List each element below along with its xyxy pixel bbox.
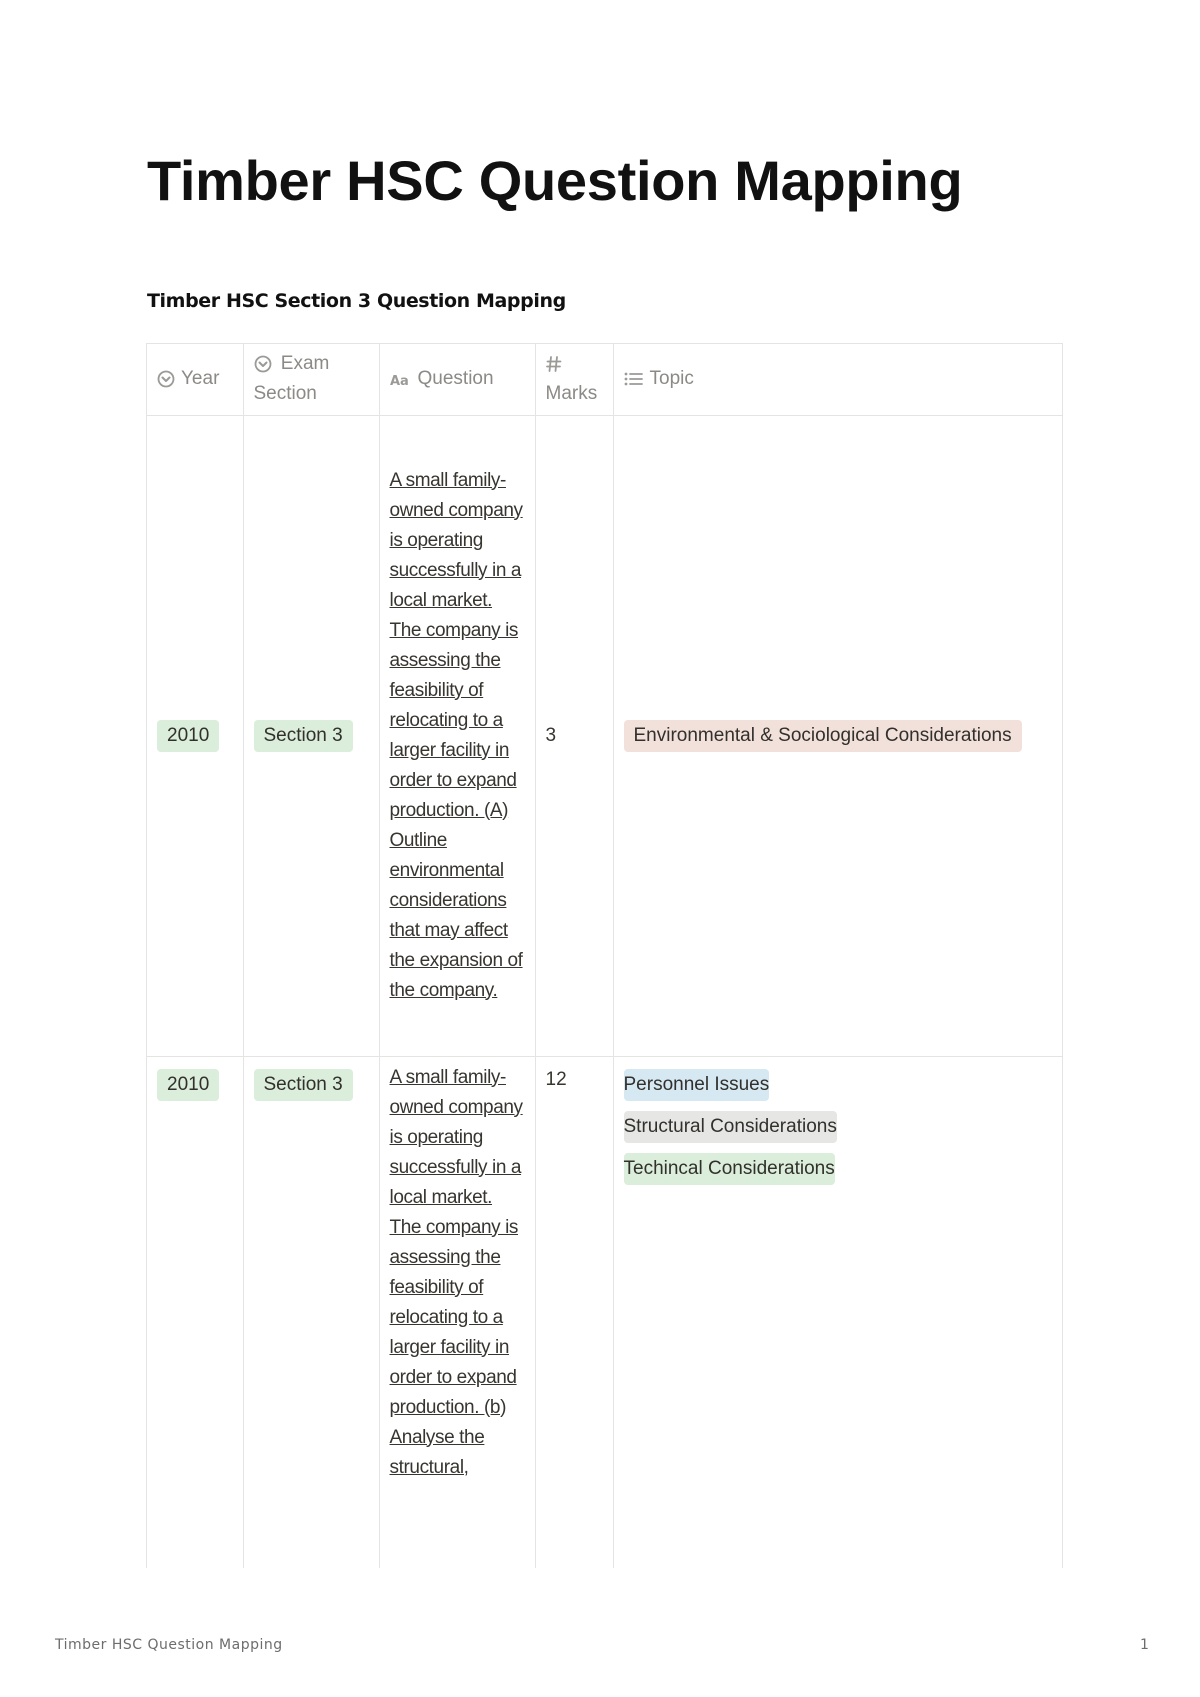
select-icon: [254, 355, 272, 373]
marks-value: 3: [545, 724, 557, 746]
column-label: Question: [417, 368, 494, 390]
svg-text:Aa: Aa: [389, 374, 409, 388]
column-label: Marks: [545, 383, 598, 405]
cell-year[interactable]: [147, 415, 243, 1056]
topic-tag: Personnel Issues: [624, 1069, 770, 1101]
question-mapping-table: [146, 343, 1063, 1568]
list-icon: [624, 371, 644, 387]
cell-question[interactable]: [379, 415, 535, 1056]
question-link[interactable]: A small family-owned company is operating successfully in a local market. The company is assessing the feasibility of relocating to a larger facility in order to expand production. (b) Analyse the structural,: [389, 1066, 523, 1478]
hash-icon: [546, 355, 562, 373]
topic-tag: Techincal Considerations: [624, 1153, 835, 1185]
year-tag: 2010: [157, 720, 219, 752]
cell-topic[interactable]: [613, 415, 1062, 1056]
column-header-exam-section[interactable]: [243, 344, 379, 415]
question-link[interactable]: A small family-owned company is operating successfully in a local market. The company is assessing the feasibility of relocating to a larger facility in order to expand production. (A) Outline environmental considerations that may affect the expansion of the company.: [389, 469, 523, 1001]
footer-document-title: Timber HSC Question Mapping: [55, 1637, 283, 1653]
cell-exam-section[interactable]: [243, 415, 379, 1056]
cell-marks[interactable]: [535, 415, 613, 1056]
year-tag: 2010: [157, 1069, 219, 1101]
column-label: Topic: [649, 368, 694, 390]
cell-year[interactable]: [147, 1056, 243, 1568]
column-header-year[interactable]: [147, 344, 243, 415]
select-icon: [157, 370, 175, 388]
cell-marks[interactable]: [535, 1056, 613, 1568]
topic-tag: Environmental & Sociological Considerations: [624, 720, 1022, 752]
exam-section-tag: Section 3: [254, 1069, 353, 1101]
table-header-row: [147, 344, 1062, 415]
cell-exam-section[interactable]: [243, 1056, 379, 1568]
text-property-icon: [390, 371, 412, 387]
topic-tag: Structural Considerations: [624, 1111, 837, 1143]
footer-page-number: 1: [1140, 1637, 1149, 1653]
cell-topic[interactable]: [613, 1056, 1062, 1568]
column-label: Year: [181, 368, 220, 390]
page-title: Timber HSC Question Mapping: [147, 149, 963, 212]
table-row[interactable]: [147, 415, 1062, 1056]
column-label: Exam Section: [253, 353, 330, 405]
column-header-topic[interactable]: [613, 344, 1062, 415]
marks-value: 12: [545, 1068, 567, 1090]
column-header-marks[interactable]: [535, 344, 613, 415]
column-header-question[interactable]: [379, 344, 535, 415]
database-title: Timber HSC Section 3 Question Mapping: [147, 290, 566, 312]
cell-question[interactable]: [379, 1056, 535, 1568]
exam-section-tag: Section 3: [254, 720, 353, 752]
table-row[interactable]: [147, 1056, 1062, 1568]
